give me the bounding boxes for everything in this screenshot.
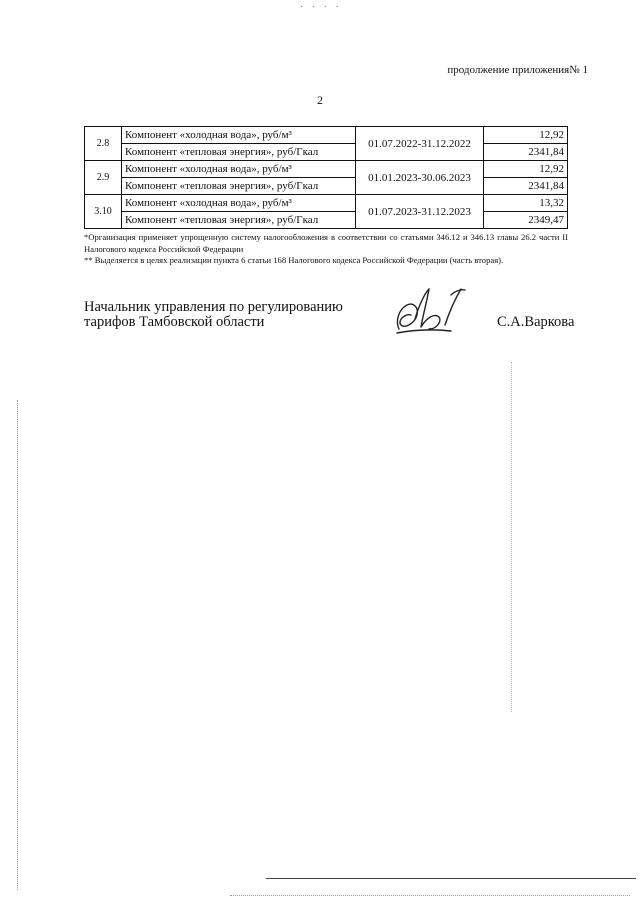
component-heat-energy: Компонент «тепловая энергия», руб/Гкал <box>122 144 356 161</box>
tariff-period: 01.07.2023-31.12.2023 <box>356 195 484 229</box>
footnote-tax-system: *Организация применяет упрощенную систему налогообложения в соответствии со статьями 346.12 и 346.13 главы 26.2 части II Налогового кодекса Российской Федерации <box>84 232 568 254</box>
scan-bottom-edge <box>266 878 636 879</box>
table-row <box>85 144 568 161</box>
tariff-table <box>84 126 568 229</box>
handwritten-signature <box>393 285 473 337</box>
component-cold-water: Компонент «холодная вода», руб/м³ <box>122 161 356 178</box>
scan-margin-left <box>17 400 18 890</box>
row-number: 2.9 <box>85 161 122 195</box>
tariff-value-cold-water: 12,92 <box>484 127 568 144</box>
tariff-period: 01.07.2022-31.12.2022 <box>356 127 484 161</box>
page-number: 2 <box>317 93 323 107</box>
row-number: 3.10 <box>85 195 122 229</box>
table-row <box>85 127 568 144</box>
scan-artifact-dots: · · · · <box>300 2 342 13</box>
tariff-value-heat-energy: 2341,84 <box>484 144 568 161</box>
appendix-continuation-label: продолжение приложения№ 1 <box>447 64 588 76</box>
table-row <box>85 212 568 229</box>
table-row <box>85 195 568 212</box>
row-number: 2.8 <box>85 127 122 161</box>
footnotes <box>84 232 568 267</box>
component-cold-water: Компонент «холодная вода», руб/м³ <box>122 195 356 212</box>
signer-name: С.А.Варкова <box>497 314 575 330</box>
tariff-period: 01.01.2023-30.06.2023 <box>356 161 484 195</box>
table-row <box>85 161 568 178</box>
footnote-vat: ** Выделяется в целях реализации пункта 6 статьи 168 Налогового кодекса Российской Федерации (часть вторая). <box>84 255 504 265</box>
component-heat-energy: Компонент «тепловая энергия», руб/Гкал <box>122 178 356 195</box>
tariff-value-cold-water: 13,32 <box>484 195 568 212</box>
scan-bottom-dots <box>230 895 630 896</box>
signer-position-line-2: тарифов Тамбовской области <box>84 314 265 330</box>
tariff-value-cold-water: 12,92 <box>484 161 568 178</box>
signer-position-line-1: Начальник управления по регулированию <box>84 299 343 315</box>
tariff-value-heat-energy: 2341,84 <box>484 178 568 195</box>
table-row <box>85 178 568 195</box>
component-heat-energy: Компонент «тепловая энергия», руб/Гкал <box>122 212 356 229</box>
signer-position <box>84 300 343 330</box>
scan-margin-right <box>511 362 512 712</box>
component-cold-water: Компонент «холодная вода», руб/м³ <box>122 127 356 144</box>
tariff-value-heat-energy: 2349,47 <box>484 212 568 229</box>
